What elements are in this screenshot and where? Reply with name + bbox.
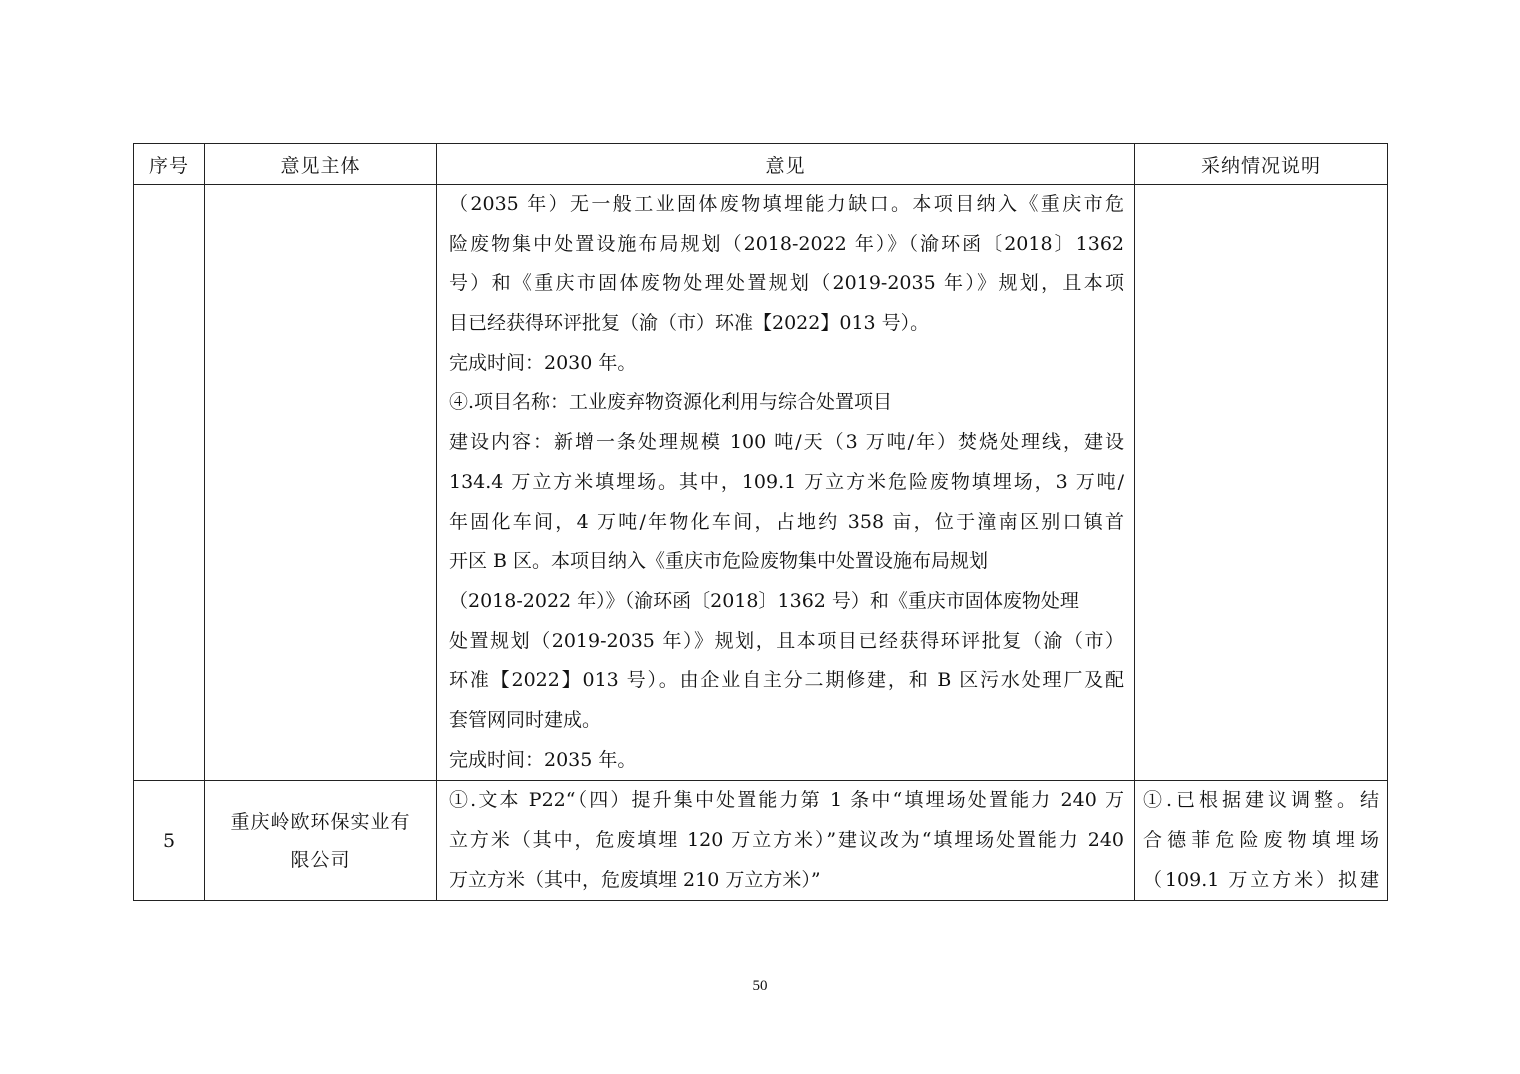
subject-line: 限公司 xyxy=(290,848,351,871)
header-subject: 意见主体 xyxy=(205,144,437,185)
opinion-line: 套管网同时建成。 xyxy=(449,708,602,731)
table-row xyxy=(134,185,1388,781)
opinion-line: 万立方米（其中，危废填埋 210 万立方米）” xyxy=(449,868,821,891)
opinion-line: 开区 B 区。本项目纳入《重庆市危险废物集中处置设施布局规划 xyxy=(449,550,989,573)
adoption-line: ①.已根据建议调整。结 xyxy=(1143,789,1379,812)
row-subject-cell xyxy=(205,185,437,781)
opinion-line: 134.4 万立方米填埋场。其中，109.1 万立方米危险废物填埋场，3 万吨/ xyxy=(449,470,1124,493)
adoption-cell xyxy=(1135,781,1388,901)
opinion-line: （2035 年）无一般工业固体废物填埋能力缺口。本项目纳入《重庆市危 xyxy=(449,193,1124,215)
row-no-cell: 5 xyxy=(134,781,205,901)
opinion-line: 处置规划（2019-2035 年）》规划，且本项目已经获得环评批复（渝（市） xyxy=(449,629,1124,652)
opinion-line: 建设内容：新增一条处理规模 100 吨/天（3 万吨/年）焚烧处理线，建设 xyxy=(449,431,1124,454)
table-header-row xyxy=(134,144,1388,185)
opinion-line: （2018-2022 年）》（渝环函〔2018〕1362 号）和《重庆市固体废物处理 xyxy=(449,589,1079,612)
opinion-line: ④.项目名称：工业废弃物资源化利用与综合处置项目 xyxy=(449,391,893,414)
opinion-table xyxy=(133,143,1388,901)
table-row xyxy=(134,781,1388,901)
header-no: 序号 xyxy=(134,144,205,185)
opinion-line: 年固化车间，4 万吨/年物化车间，占地约 358 亩，位于潼南区别口镇首 xyxy=(449,510,1124,533)
opinion-line: 完成时间：2030 年。 xyxy=(449,351,637,374)
opinion-line: ①.文本 P22“（四）提升集中处置能力第 1 条中“填埋场处置能力 240 万 xyxy=(449,789,1124,812)
opinion-line: 环准【2022】013 号）。由企业自主分二期修建，和 B 区污水处理厂及配 xyxy=(449,669,1124,692)
opinion-line: 号）和《重庆市固体废物处理处置规划（2019-2035 年）》规划，且本项 xyxy=(449,272,1124,295)
adoption-line: 合德菲危险废物填埋场 xyxy=(1143,829,1379,851)
opinion-cell xyxy=(437,185,1135,781)
adoption-line: （109.1 万立方米）拟建 xyxy=(1143,868,1379,891)
adoption-cell xyxy=(1135,185,1388,781)
opinion-line: 立方米（其中，危废填埋 120 万立方米）”建议改为“填埋场处置能力 240 xyxy=(449,829,1124,851)
row-subject-cell xyxy=(205,781,437,901)
opinion-line: 目已经获得环评批复（渝（市）环准【2022】013 号）。 xyxy=(449,312,930,335)
row-no-cell xyxy=(134,185,205,781)
subject-line: 重庆岭欧环保实业有 xyxy=(230,810,411,833)
opinion-cell xyxy=(437,781,1135,901)
header-adoption: 采纳情况说明 xyxy=(1135,144,1388,185)
page-number: 50 xyxy=(752,978,768,994)
opinion-line: 完成时间：2035 年。 xyxy=(449,748,637,771)
header-opinion: 意见 xyxy=(437,144,1135,185)
opinion-line: 险废物集中处置设施布局规划（2018-2022 年）》（渝环函〔2018〕1362 xyxy=(449,232,1124,255)
